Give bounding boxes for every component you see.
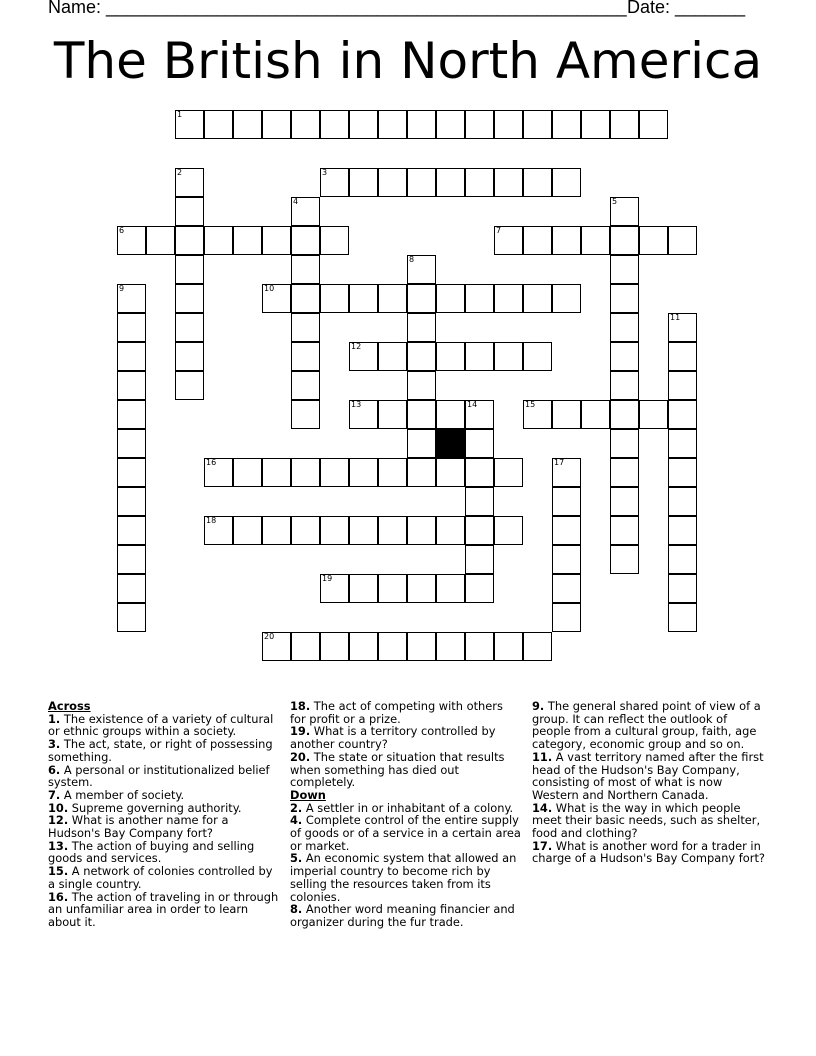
crossword-cell[interactable] bbox=[204, 110, 233, 139]
crossword-cell[interactable] bbox=[320, 516, 349, 545]
crossword-cell[interactable] bbox=[407, 429, 436, 458]
across-clue bbox=[290, 751, 522, 789]
crossword-cell[interactable] bbox=[117, 313, 146, 342]
crossword-cell[interactable] bbox=[552, 516, 581, 545]
crossword-cell[interactable] bbox=[117, 429, 146, 458]
crossword-cell[interactable] bbox=[117, 371, 146, 400]
crossword-cell[interactable] bbox=[639, 400, 668, 429]
clue-number: 16 bbox=[206, 458, 217, 467]
clue-number: 10 bbox=[264, 284, 275, 293]
crossword-cell[interactable] bbox=[175, 168, 204, 197]
crossword-cell[interactable] bbox=[465, 110, 494, 139]
crossword-cell[interactable] bbox=[407, 342, 436, 371]
crossword-cell[interactable] bbox=[407, 400, 436, 429]
crossword-cell[interactable] bbox=[668, 429, 697, 458]
crossword-cell[interactable] bbox=[436, 632, 465, 661]
crossword-cell[interactable] bbox=[639, 226, 668, 255]
crossword-cell[interactable] bbox=[610, 516, 639, 545]
crossword-cell[interactable] bbox=[552, 226, 581, 255]
crossword-cell[interactable] bbox=[407, 516, 436, 545]
across-clue bbox=[48, 865, 280, 890]
crossword-cell[interactable] bbox=[436, 516, 465, 545]
crossword-cell[interactable] bbox=[175, 226, 204, 255]
crossword-cell[interactable] bbox=[349, 110, 378, 139]
clue-number: 12 bbox=[351, 342, 362, 351]
clues-column-1 bbox=[48, 700, 280, 929]
crossword-cell[interactable] bbox=[349, 574, 378, 603]
crossword-cell[interactable] bbox=[494, 110, 523, 139]
crossword-cell[interactable] bbox=[610, 226, 639, 255]
clue-number: 19 bbox=[322, 574, 333, 583]
clue-text: The act of competing with others for profit or a prize. bbox=[290, 699, 503, 726]
crossword-cell[interactable] bbox=[407, 110, 436, 139]
crossword-cell[interactable] bbox=[320, 226, 349, 255]
crossword-cell[interactable] bbox=[204, 516, 233, 545]
crossword-cell[interactable] bbox=[668, 313, 697, 342]
clue-number: 17 bbox=[554, 458, 565, 467]
crossword-cell[interactable] bbox=[494, 342, 523, 371]
clue-text: The state or situation that results when something has died out completely. bbox=[290, 749, 505, 790]
crossword-cell[interactable] bbox=[436, 110, 465, 139]
crossword-cell[interactable] bbox=[610, 487, 639, 516]
clue-number: 3. bbox=[48, 737, 61, 752]
crossword-cell[interactable] bbox=[175, 313, 204, 342]
crossword-cell[interactable] bbox=[465, 516, 494, 545]
crossword-cell[interactable] bbox=[378, 458, 407, 487]
crossword-cell[interactable] bbox=[291, 284, 320, 313]
clue-number: 3 bbox=[322, 168, 328, 177]
crossword-cell[interactable] bbox=[262, 284, 291, 313]
crossword-cell[interactable] bbox=[552, 487, 581, 516]
crossword-cell[interactable] bbox=[262, 110, 291, 139]
clue-number: 11. bbox=[532, 749, 553, 764]
crossword-cell[interactable] bbox=[349, 632, 378, 661]
clue-number: 15. bbox=[48, 864, 69, 879]
crossword-cell[interactable] bbox=[610, 400, 639, 429]
down-clue bbox=[290, 903, 522, 928]
crossword-cell[interactable] bbox=[407, 168, 436, 197]
across-clue bbox=[48, 891, 280, 929]
clue-number: 8 bbox=[409, 255, 415, 264]
clue-number: 4. bbox=[290, 813, 303, 828]
crossword-cell[interactable] bbox=[175, 197, 204, 226]
crossword-cell[interactable] bbox=[436, 574, 465, 603]
crossword-cell[interactable] bbox=[117, 516, 146, 545]
crossword-cell[interactable] bbox=[320, 458, 349, 487]
crossword-cell[interactable] bbox=[436, 168, 465, 197]
crossword-cell[interactable] bbox=[668, 458, 697, 487]
crossword-cell[interactable] bbox=[552, 168, 581, 197]
clue-text: Supreme governing authority. bbox=[68, 800, 242, 815]
clue-number: 2. bbox=[290, 800, 303, 815]
clues-column-2 bbox=[290, 700, 522, 929]
crossword-cell[interactable] bbox=[610, 458, 639, 487]
crossword-cell[interactable] bbox=[581, 110, 610, 139]
crossword-cell[interactable] bbox=[204, 458, 233, 487]
crossword-cell[interactable] bbox=[668, 487, 697, 516]
crossword-cell[interactable] bbox=[320, 284, 349, 313]
crossword-cell[interactable] bbox=[523, 400, 552, 429]
crossword-cell[interactable] bbox=[291, 516, 320, 545]
clue-text: The action of traveling in or through an unfamiliar area in order to learn about it. bbox=[48, 889, 279, 929]
crossword-cell[interactable] bbox=[465, 574, 494, 603]
clue-number: 9. bbox=[532, 699, 545, 713]
crossword-cell[interactable] bbox=[668, 545, 697, 574]
clue-text: A personal or institutionalized belief system. bbox=[48, 762, 270, 790]
clue-text: A vast territory named after the first head of the Hudson's Bay Company, consisting of most of what is now Western and Northern Canada. bbox=[532, 749, 764, 802]
down-heading: Down bbox=[290, 787, 326, 802]
crossword-cell[interactable] bbox=[117, 226, 146, 255]
crossword-cell[interactable] bbox=[494, 284, 523, 313]
clue-number: 13. bbox=[48, 838, 69, 853]
crossword-cell[interactable] bbox=[175, 371, 204, 400]
crossword-cell[interactable] bbox=[639, 110, 668, 139]
crossword-cell[interactable] bbox=[552, 284, 581, 313]
crossword-cell[interactable] bbox=[436, 342, 465, 371]
crossword-cell[interactable] bbox=[465, 342, 494, 371]
crossword-cell[interactable] bbox=[117, 284, 146, 313]
clue-number: 19. bbox=[290, 724, 311, 739]
crossword-cell[interactable] bbox=[233, 110, 262, 139]
crossword-cell[interactable] bbox=[378, 284, 407, 313]
across-clue bbox=[48, 840, 280, 865]
clue-text: The existence of a variety of cultural or ethnic groups within a society. bbox=[48, 711, 274, 739]
clue-number: 6. bbox=[48, 762, 61, 777]
clue-text: Another word meaning financier and organizer during the fur trade. bbox=[290, 902, 515, 929]
crossword-cell[interactable] bbox=[436, 284, 465, 313]
clue-text: What is a territory controlled by another country? bbox=[290, 724, 496, 752]
crossword-cell[interactable] bbox=[204, 226, 233, 255]
crossword-cell[interactable] bbox=[378, 342, 407, 371]
clues-column-3 bbox=[532, 700, 768, 865]
clue-number: 9 bbox=[119, 284, 125, 293]
crossword-cell[interactable] bbox=[610, 284, 639, 313]
clue-number: 5 bbox=[612, 197, 618, 206]
crossword-cell[interactable] bbox=[320, 168, 349, 197]
crossword-cell[interactable] bbox=[668, 574, 697, 603]
crossword-cell[interactable] bbox=[610, 255, 639, 284]
crossword-cell[interactable] bbox=[552, 110, 581, 139]
clue-number: 1 bbox=[177, 110, 183, 119]
crossword-cell[interactable] bbox=[668, 371, 697, 400]
across-clue bbox=[48, 713, 280, 738]
down-clue bbox=[532, 700, 768, 751]
crossword-cell[interactable] bbox=[407, 284, 436, 313]
clue-number: 18. bbox=[290, 699, 311, 713]
crossword-cell[interactable] bbox=[668, 342, 697, 371]
name-field-label: Name: ____________________________________________________ bbox=[48, 0, 627, 17]
crossword-cell[interactable] bbox=[117, 487, 146, 516]
crossword-cell[interactable] bbox=[262, 226, 291, 255]
down-clue bbox=[532, 802, 768, 840]
clue-number: 16. bbox=[48, 889, 69, 904]
clue-number: 4 bbox=[293, 197, 299, 206]
clue-number: 6 bbox=[119, 226, 125, 235]
crossword-cell[interactable] bbox=[262, 516, 291, 545]
crossword-cell[interactable] bbox=[494, 168, 523, 197]
crossword-cell[interactable] bbox=[407, 313, 436, 342]
clue-text: An economic system that allowed an imperial country to become rich by selling the resources taken from its colonies. bbox=[290, 851, 517, 904]
crossword-cell[interactable] bbox=[233, 458, 262, 487]
crossword-cell[interactable] bbox=[291, 255, 320, 284]
clue-number: 18 bbox=[206, 516, 217, 525]
crossword-cell[interactable] bbox=[407, 371, 436, 400]
clue-text: Complete control of the entire supply of goods or of a service in a certain area or market. bbox=[290, 813, 521, 853]
down-clue bbox=[532, 751, 768, 802]
clue-text: The action of buying and selling goods and services. bbox=[48, 838, 255, 866]
clue-number: 17. bbox=[532, 838, 553, 853]
crossword-cell[interactable] bbox=[349, 458, 378, 487]
down-clue bbox=[290, 814, 522, 852]
crossword-cell[interactable] bbox=[552, 458, 581, 487]
clue-text: A network of colonies controlled by a single country. bbox=[48, 864, 273, 891]
crossword-cell[interactable] bbox=[378, 574, 407, 603]
clue-number: 1. bbox=[48, 711, 61, 726]
crossword-cell[interactable] bbox=[610, 371, 639, 400]
crossword-cell[interactable] bbox=[494, 226, 523, 255]
crossword-cell[interactable] bbox=[291, 371, 320, 400]
crossword-cell[interactable] bbox=[117, 603, 146, 632]
crossword-cell[interactable] bbox=[407, 632, 436, 661]
black-square bbox=[436, 429, 465, 458]
crossword-cell[interactable] bbox=[581, 226, 610, 255]
across-clue bbox=[290, 725, 522, 750]
clue-number: 14. bbox=[532, 800, 553, 815]
crossword-cell[interactable] bbox=[552, 545, 581, 574]
crossword-cell[interactable] bbox=[320, 110, 349, 139]
clue-number: 20. bbox=[290, 749, 311, 764]
crossword-cell[interactable] bbox=[523, 226, 552, 255]
clue-number: 7 bbox=[496, 226, 502, 235]
crossword-cell[interactable] bbox=[117, 342, 146, 371]
crossword-cell[interactable] bbox=[610, 110, 639, 139]
crossword-cell[interactable] bbox=[175, 284, 204, 313]
crossword-cell[interactable] bbox=[552, 574, 581, 603]
crossword-cell[interactable] bbox=[291, 458, 320, 487]
crossword-cell[interactable] bbox=[494, 458, 523, 487]
crossword-cell[interactable] bbox=[262, 458, 291, 487]
crossword-cell[interactable] bbox=[523, 168, 552, 197]
crossword-cell[interactable] bbox=[610, 545, 639, 574]
crossword-cell[interactable] bbox=[262, 632, 291, 661]
crossword-cell[interactable] bbox=[349, 400, 378, 429]
crossword-cell[interactable] bbox=[291, 197, 320, 226]
crossword-cell[interactable] bbox=[407, 255, 436, 284]
clue-number: 13 bbox=[351, 400, 362, 409]
across-clue bbox=[48, 764, 280, 789]
clue-text: The act, state, or right of possessing something. bbox=[48, 737, 273, 764]
clue-text: What is another word for a trader in charge of a Hudson's Bay Company fort? bbox=[532, 838, 765, 866]
crossword-cell[interactable] bbox=[291, 400, 320, 429]
crossword-cell[interactable] bbox=[175, 342, 204, 371]
date-field-label: Date: _______ bbox=[627, 0, 746, 17]
crossword-cell[interactable] bbox=[378, 632, 407, 661]
crossword-cell[interactable] bbox=[291, 313, 320, 342]
crossword-cell[interactable] bbox=[465, 284, 494, 313]
crossword-cell[interactable] bbox=[291, 632, 320, 661]
crossword-cell[interactable] bbox=[175, 110, 204, 139]
crossword-cell[interactable] bbox=[349, 342, 378, 371]
clue-number: 2 bbox=[177, 168, 183, 177]
crossword-cell[interactable] bbox=[233, 226, 262, 255]
clue-number: 14 bbox=[467, 400, 478, 409]
crossword-cell[interactable] bbox=[349, 516, 378, 545]
crossword-cell[interactable] bbox=[291, 342, 320, 371]
crossword-cell[interactable] bbox=[378, 516, 407, 545]
clue-text: A settler in or inhabitant of a colony. bbox=[302, 800, 514, 815]
crossword-cell[interactable] bbox=[436, 458, 465, 487]
crossword-cell[interactable] bbox=[552, 400, 581, 429]
crossword-cell[interactable] bbox=[465, 168, 494, 197]
crossword-cell[interactable] bbox=[523, 284, 552, 313]
clue-text: What is the way in which people meet their basic needs, such as shelter, food and clothing? bbox=[532, 800, 761, 841]
crossword-cell[interactable] bbox=[117, 574, 146, 603]
across-clue bbox=[48, 814, 280, 839]
crossword-cell[interactable] bbox=[117, 545, 146, 574]
crossword-cell[interactable] bbox=[465, 400, 494, 429]
clue-number: 7. bbox=[48, 787, 61, 802]
crossword-cell[interactable] bbox=[146, 226, 175, 255]
crossword-cell[interactable] bbox=[349, 168, 378, 197]
crossword-cell[interactable] bbox=[523, 342, 552, 371]
clue-number: 5. bbox=[290, 851, 303, 866]
crossword-cell[interactable] bbox=[523, 110, 552, 139]
crossword-cell[interactable] bbox=[610, 429, 639, 458]
crossword-cell[interactable] bbox=[494, 516, 523, 545]
crossword-cell[interactable] bbox=[117, 458, 146, 487]
down-clue bbox=[290, 852, 522, 903]
crossword-cell[interactable] bbox=[610, 197, 639, 226]
crossword-cell[interactable] bbox=[668, 400, 697, 429]
across-heading: Across bbox=[48, 699, 91, 713]
crossword-cell[interactable] bbox=[349, 284, 378, 313]
crossword-cell[interactable] bbox=[233, 516, 262, 545]
across-clue bbox=[48, 738, 280, 763]
clue-number: 11 bbox=[670, 313, 681, 322]
crossword-cell[interactable] bbox=[668, 516, 697, 545]
crossword-cell[interactable] bbox=[581, 400, 610, 429]
crossword-cell[interactable] bbox=[320, 574, 349, 603]
crossword-cell[interactable] bbox=[523, 632, 552, 661]
clue-text: What is another name for a Hudson's Bay Company fort? bbox=[48, 813, 229, 841]
crossword-cell[interactable] bbox=[407, 574, 436, 603]
clue-number: 12. bbox=[48, 813, 69, 828]
clue-text: A member of society. bbox=[60, 787, 185, 802]
crossword-cell[interactable] bbox=[465, 429, 494, 458]
down-clue bbox=[532, 840, 768, 865]
crossword-cell[interactable] bbox=[465, 458, 494, 487]
clue-number: 10. bbox=[48, 800, 69, 815]
crossword-cell[interactable] bbox=[610, 313, 639, 342]
crossword-cell[interactable] bbox=[494, 632, 523, 661]
crossword-cell[interactable] bbox=[320, 632, 349, 661]
clue-number: 15 bbox=[525, 400, 536, 409]
clue-text: The general shared point of view of a group. It can reflect the outlook of people from a cultural group, faith, age category, economic group and so on. bbox=[532, 699, 761, 752]
crossword-cell[interactable] bbox=[552, 603, 581, 632]
clue-number: 20 bbox=[264, 632, 275, 641]
crossword-cell[interactable] bbox=[668, 226, 697, 255]
crossword-cell[interactable] bbox=[465, 632, 494, 661]
crossword-cell[interactable] bbox=[436, 400, 465, 429]
crossword-cell[interactable] bbox=[378, 110, 407, 139]
across-clue bbox=[290, 700, 522, 725]
clue-number: 8. bbox=[290, 902, 303, 917]
page-title: The British in North America bbox=[53, 32, 763, 90]
crossword-cell[interactable] bbox=[668, 603, 697, 632]
crossword-cell[interactable] bbox=[465, 487, 494, 516]
crossword-cell[interactable] bbox=[378, 168, 407, 197]
crossword-cell[interactable] bbox=[175, 255, 204, 284]
crossword-cell[interactable] bbox=[407, 458, 436, 487]
crossword-cell[interactable] bbox=[378, 400, 407, 429]
crossword-cell[interactable] bbox=[610, 342, 639, 371]
crossword-cell[interactable] bbox=[291, 110, 320, 139]
crossword-cell[interactable] bbox=[465, 545, 494, 574]
crossword-cell[interactable] bbox=[291, 226, 320, 255]
crossword-cell[interactable] bbox=[117, 400, 146, 429]
